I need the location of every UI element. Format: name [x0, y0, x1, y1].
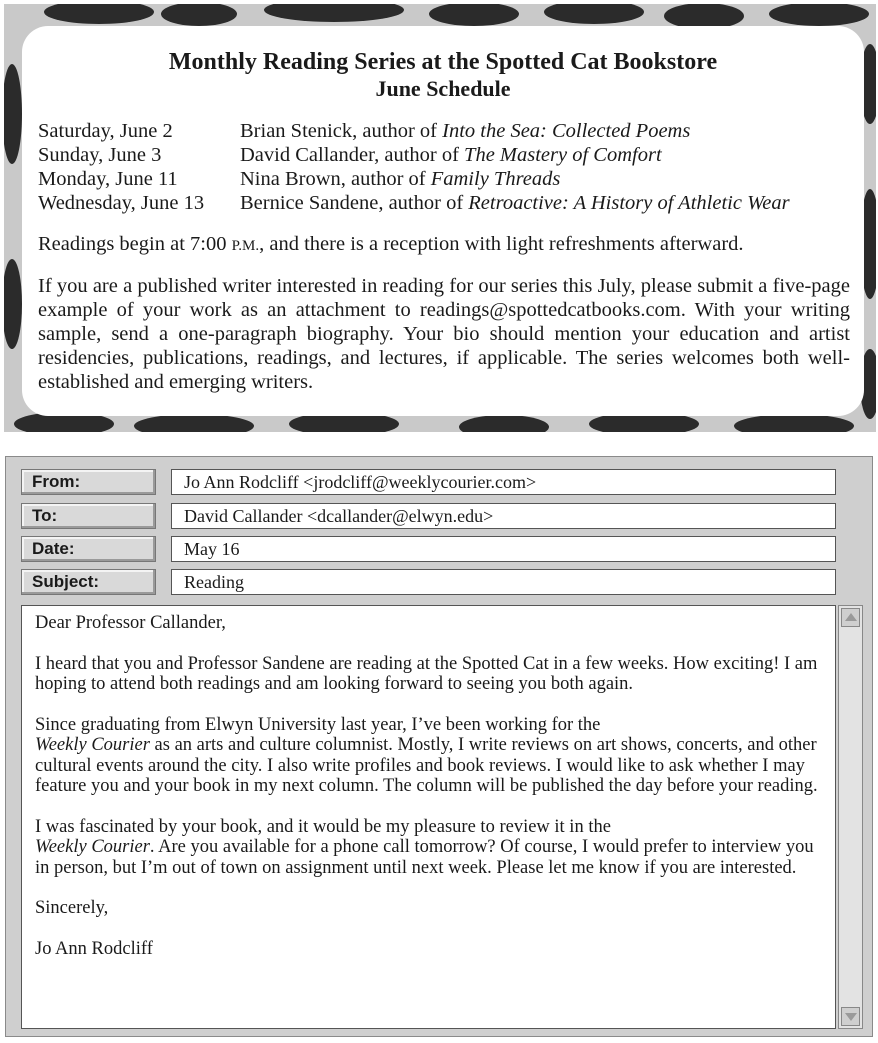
schedule-row [38, 143, 858, 167]
from-label: From: [21, 469, 156, 495]
schedule-book-title: Retroactive: A History of Athletic Wear [468, 192, 790, 214]
down-arrow-icon [845, 1013, 857, 1021]
schedule-author: Bernice Sandene [240, 192, 379, 214]
to-field[interactable]: David Callander <dcallander@elwyn.edu> [171, 503, 836, 529]
message-body[interactable] [21, 605, 836, 1029]
schedule-date: Monday, June 11 [38, 168, 178, 190]
publication-name: Weekly Courier [35, 735, 150, 755]
from-row [21, 469, 836, 495]
paragraph-3: I was fascinated by your book, and it would be my pleasure to review it in the Weekly Courier. Are you available for a phone call tomorrow? Of course, I would prefer to interview you in person, but I’m out of town on assignment until next week. Please let me know if you are interested. [35, 816, 814, 878]
date-row [21, 536, 836, 562]
schedule-book-title: Family Threads [430, 168, 561, 190]
flyer-subtitle: June Schedule [375, 76, 511, 101]
publication-name: Weekly Courier [35, 837, 150, 857]
schedule-date: Sunday, June 3 [38, 144, 162, 166]
schedule-entry: Bernice Sandene, author of Retroactive: A History of Athletic Wear [240, 192, 790, 214]
letter-text [35, 613, 825, 979]
schedule-date: Saturday, June 2 [38, 120, 173, 142]
greeting: Dear Professor Callander, [35, 613, 226, 633]
schedule-row [38, 191, 858, 215]
to-label: To: [21, 503, 156, 529]
subject-field[interactable]: Reading [171, 569, 836, 595]
schedule-author: Brian Stenick [240, 120, 353, 142]
email-window [5, 456, 873, 1037]
scroll-down-button[interactable] [841, 1007, 860, 1026]
schedule-author: Nina Brown [240, 168, 341, 190]
date-label: Date: [21, 536, 156, 562]
schedule-entry: Brian Stenick, author of Into the Sea: Collected Poems [240, 120, 691, 142]
submission-instructions: If you are a published writer interested in reading for our series this July, please submit a five-page example of your work as an attachment to readings@spottedcatbooks.com. With your writing sample, send a one-paragraph biography. Your bio should mention your education and artist residencies, publications, readings, and lectures, if applicable. The series welcomes both well-established and emerging writers. [38, 275, 850, 393]
schedule-author: David Callander [240, 144, 375, 166]
paragraph-2: Since graduating from Elwyn University last year, I’ve been working for the Weekly Courier as an arts and culture columnist. Mostly, I write reviews on art shows, concerts, and other cultural events around the city. I also write profiles and book reviews. I would like to ask whether I may feature you and your book in my next column. The column will be published the day before your reading. [35, 714, 818, 796]
to-row [21, 503, 836, 529]
subject-row [21, 569, 836, 595]
flyer-card [22, 26, 864, 416]
reception-note: Readings begin at 7:00 P.M., and there is a reception with light refreshments afterward. [38, 233, 744, 255]
schedule-row [38, 119, 858, 143]
signature: Jo Ann Rodcliff [35, 938, 153, 959]
vertical-scrollbar[interactable] [838, 605, 863, 1029]
schedule-book-title: Into the Sea: Collected Poems [442, 120, 691, 142]
scroll-up-button[interactable] [841, 608, 860, 627]
schedule-date: Wednesday, June 13 [38, 192, 205, 214]
flyer-title: Monthly Reading Series at the Spotted Cat Bookstore [168, 49, 718, 75]
paragraph-1: I heard that you and Professor Sandene are reading at the Spotted Cat in a few weeks. How exciting! I am hoping to attend both readings and am looking forward to seeing you both again. [35, 653, 818, 694]
schedule-row [38, 167, 858, 191]
schedule-entry: David Callander, author of The Mastery of Comfort [240, 144, 662, 166]
subject-label: Subject: [21, 569, 156, 595]
schedule-book-title: The Mastery of Comfort [464, 144, 662, 166]
closing: Sincerely, [35, 898, 109, 918]
up-arrow-icon [845, 613, 857, 621]
reading-schedule [38, 119, 858, 215]
from-field[interactable]: Jo Ann Rodcliff <jrodcliff@weeklycourier.com> [171, 469, 836, 495]
date-field[interactable]: May 16 [171, 536, 836, 562]
event-flyer [4, 4, 876, 432]
schedule-entry: Nina Brown, author of Family Threads [240, 168, 561, 190]
